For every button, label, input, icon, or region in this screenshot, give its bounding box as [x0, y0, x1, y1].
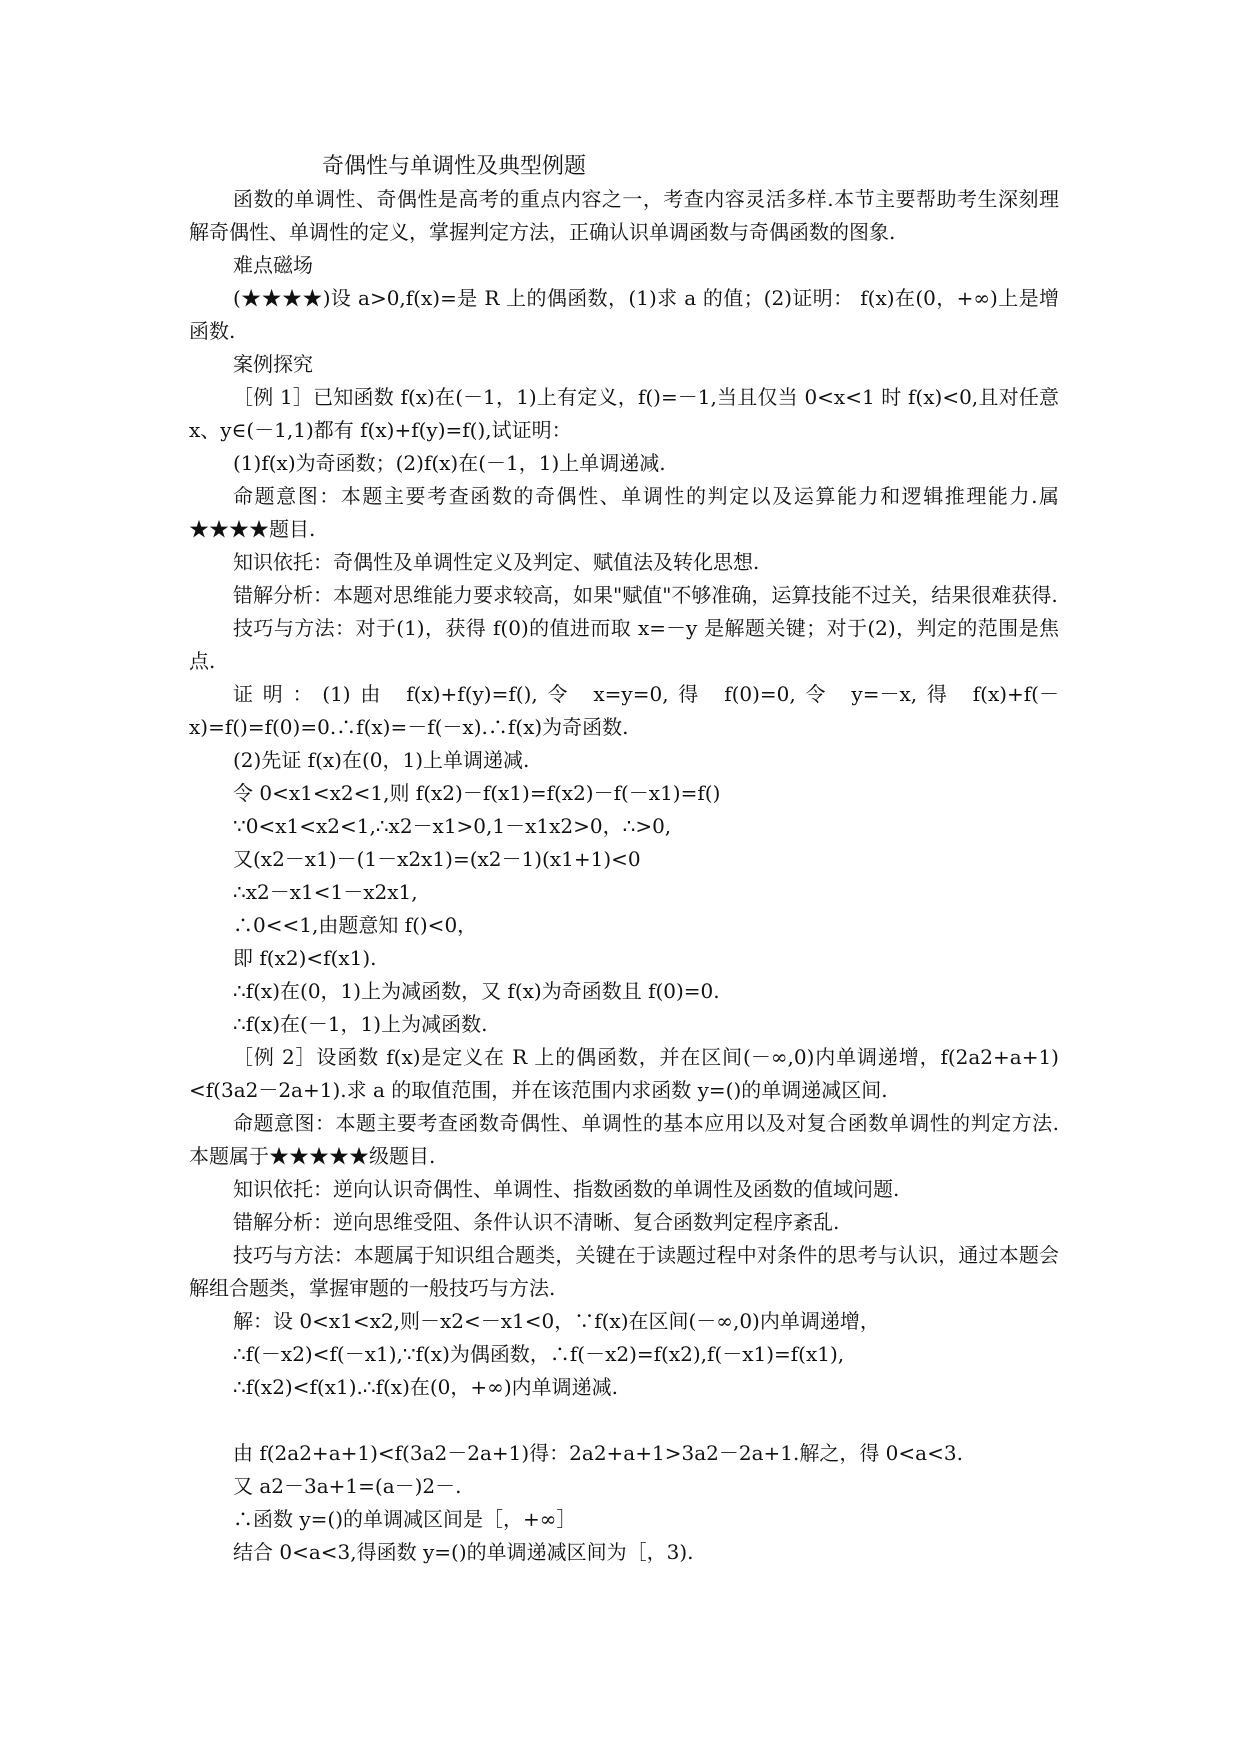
- proof-line: 即 f(x2)<f(x1).: [233, 946, 377, 970]
- example-1-error-analysis: 错解分析：本题对思维能力要求较高，如果"赋值"不够准确，运算技能不过关，结果很难获得.: [233, 583, 1058, 607]
- proof-line: ∴f(x)在(－1，1)上为减函数.: [233, 1012, 488, 1036]
- proof-line: ∵0<x1<x2<1,∴x2－x1>0,1－x1x2>0，∴>0,: [233, 814, 672, 838]
- solution-line: ∴f(x2)<f(x1).∴f(x)在(0，+∞)内单调递减.: [233, 1375, 618, 1399]
- final-line: 由 f(2a2+a+1)<f(3a2－2a+1)得：2a2+a+1>3a2－2a+1.解之，得 0<a<3.: [233, 1441, 963, 1465]
- final-line: 又 a2－3a+1=(a－)2－.: [233, 1474, 462, 1498]
- example-1-knowledge: 知识依托：奇偶性及单调性定义及判定、赋值法及转化思想.: [233, 550, 760, 574]
- proof-line: 又(x2－x1)－(1－x2x1)=(x2－1)(x1+1)<0: [233, 847, 641, 871]
- example-1-method: 技巧与方法：对于(1)，获得 f(0)的值进而取 x=－y 是解题关键；对于(2)，判定的范围是焦点.: [189, 616, 1059, 673]
- section-heading-difficulty: 难点磁场: [233, 253, 313, 277]
- final-line: ∴函数 y=()的单调减区间是［，+∞］: [233, 1507, 577, 1531]
- example-1-proof-part-1: 证明：(1)由 f(x)+f(y)=f(),令 x=y=0,得 f(0)=0,令 y=－x,得 f(x)+f(－x)=f()=f(0)=0.∴f(x)=－f(－x).∴f(x)为奇函数.: [189, 682, 1059, 739]
- example-1-intent: 命题意图：本题主要考查函数的奇偶性、单调性的判定以及运算能力和逻辑推理能力.属★★★★题目.: [189, 484, 1059, 541]
- solution-line: 解：设 0<x1<x2,则－x2<－x1<0，∵f(x)在区间(－∞,0)内单调递增，: [233, 1309, 880, 1333]
- intro-paragraph: 函数的单调性、奇偶性是高考的重点内容之一，考查内容灵活多样.本节主要帮助考生深刻理解奇偶性、单调性的定义，掌握判定方法，正确认识单调函数与奇偶函数的图象.: [189, 187, 1059, 244]
- blank-line: [189, 1404, 1059, 1437]
- example-2-knowledge: 知识依托：逆向认识奇偶性、单调性、指数函数的单调性及函数的值域问题.: [233, 1177, 900, 1201]
- document-body: [189, 183, 1059, 1569]
- final-line: 结合 0<a<3,得函数 y=()的单调递减区间为［，3).: [233, 1540, 694, 1564]
- example-1-statement: ［例 1］已知函数 f(x)在(－1，1)上有定义，f()=－1,当且仅当 0<x<1 时 f(x)<0,且对任意 x、y∈(－1,1)都有 f(x)+f(y)=f(),试证明：: [189, 385, 1059, 442]
- proof-line: ∴f(x)在(0，1)上为减函数，又 f(x)为奇函数且 f(0)=0.: [233, 979, 720, 1003]
- proof-line: 令 0<x1<x2<1,则 f(x2)－f(x1)=f(x2)－f(－x1)=f(): [233, 781, 721, 805]
- section-heading-cases: 案例探究: [233, 352, 313, 376]
- proof-line: ∴0<<1,由题意知 f()<0，: [233, 913, 478, 937]
- example-1-tasks: (1)f(x)为奇函数；(2)f(x)在(－1，1)上单调递减.: [233, 451, 666, 475]
- example-2-statement: ［例 2］设函数 f(x)是定义在 R 上的偶函数，并在区间(－∞,0)内单调递增，f(2a2+a+1)<f(3a2－2a+1).求 a 的取值范围，并在该范围内求函数 y=()的单调递减区间.: [189, 1045, 1059, 1102]
- proof-line: (2)先证 f(x)在(0，1)上单调递减.: [233, 748, 530, 772]
- proof-line: ∴x2－x1<1－x2x1,: [233, 880, 418, 904]
- example-2-error-analysis: 错解分析：逆向思维受阻、条件认识不清晰、复合函数判定程序紊乱.: [233, 1210, 840, 1234]
- solution-line: ∴f(－x2)<f(－x1),∵f(x)为偶函数，∴f(－x2)=f(x2),f(－x1)=f(x1),: [233, 1342, 845, 1366]
- example-2-method: 技巧与方法：本题属于知识组合题类，关键在于读题过程中对条件的思考与认识，通过本题会解组合题类，掌握审题的一般技巧与方法.: [189, 1243, 1059, 1300]
- difficulty-problem: (★★★★)设 a>0,f(x)=是 R 上的偶函数，(1)求 a 的值；(2)证明： f(x)在(0，+∞)上是增函数.: [189, 286, 1059, 343]
- example-2-intent: 命题意图：本题主要考查函数奇偶性、单调性的基本应用以及对复合函数单调性的判定方法.本题属于★★★★★级题目.: [189, 1111, 1059, 1168]
- document-title: 奇偶性与单调性及典型例题: [322, 154, 587, 179]
